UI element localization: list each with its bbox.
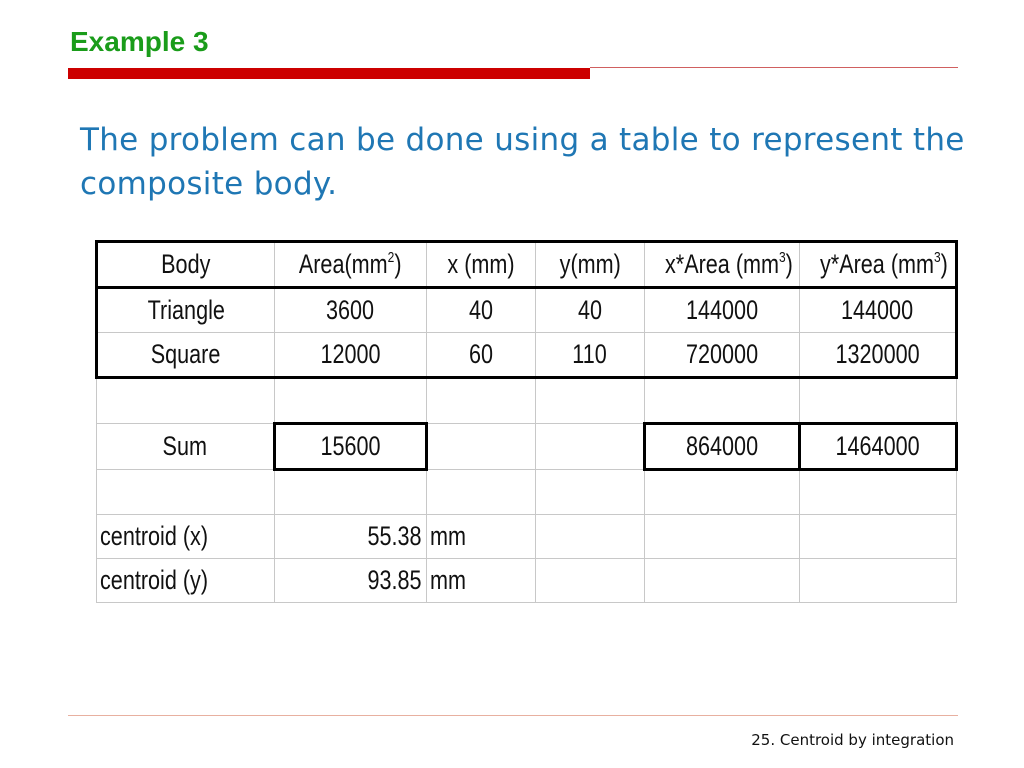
header-y-area: y*Area $(mm^3)$ (800, 242, 957, 288)
footer-caption: 25. Centroid by integration (751, 731, 954, 749)
title-underline-thin-line (590, 67, 958, 68)
sum-row (97, 424, 957, 470)
cell-x: 60 (427, 333, 536, 378)
centroid-x-label: centroid (x) (97, 515, 275, 559)
table-row (97, 288, 957, 333)
title-underline-bar (68, 68, 590, 79)
cell-area: 12000 (275, 333, 427, 378)
cell-y-area: 144000 (800, 288, 957, 333)
table-empty-row (97, 378, 957, 424)
centroid-table (95, 240, 958, 603)
sum-label: Sum (97, 424, 275, 470)
cell-y: 110 (536, 333, 645, 378)
header-area: $Area(mm^2)$ (275, 242, 427, 288)
cell-y: 40 (536, 288, 645, 333)
centroid-y-value: 93.85 (275, 559, 427, 603)
cell-x-area: 144000 (645, 288, 800, 333)
sum-y-area: 1464000 (800, 424, 957, 470)
cell-body: Square (97, 333, 275, 378)
centroid-x-value: 55.38 (275, 515, 427, 559)
cell-area: 3600 (275, 288, 427, 333)
cell-x: 40 (427, 288, 536, 333)
centroid-y-label: centroid (y) (97, 559, 275, 603)
table-header-row (97, 242, 957, 288)
footer-divider (68, 715, 958, 716)
header-y: y(mm) (536, 242, 645, 288)
cell-x-area: 720000 (645, 333, 800, 378)
table-row (97, 333, 957, 378)
slide-title: Example 3 (70, 26, 209, 57)
table-empty-row (97, 470, 957, 515)
centroid-y-row (97, 559, 957, 603)
cell-y-area: 1320000 (800, 333, 957, 378)
cell-body: Triangle (97, 288, 275, 333)
centroid-x-row (97, 515, 957, 559)
intro-text: The problem can be done using a table to represent the composite body. (80, 122, 965, 202)
header-x-area: x*Area $(mm^3)$ (645, 242, 800, 288)
sum-x-area: 864000 (645, 424, 800, 470)
centroid-x-unit: mm (427, 515, 536, 559)
header-x: x (mm) (427, 242, 536, 288)
header-body: Body (97, 242, 275, 288)
sum-area: 15600 (275, 424, 427, 470)
centroid-y-unit: mm (427, 559, 536, 603)
